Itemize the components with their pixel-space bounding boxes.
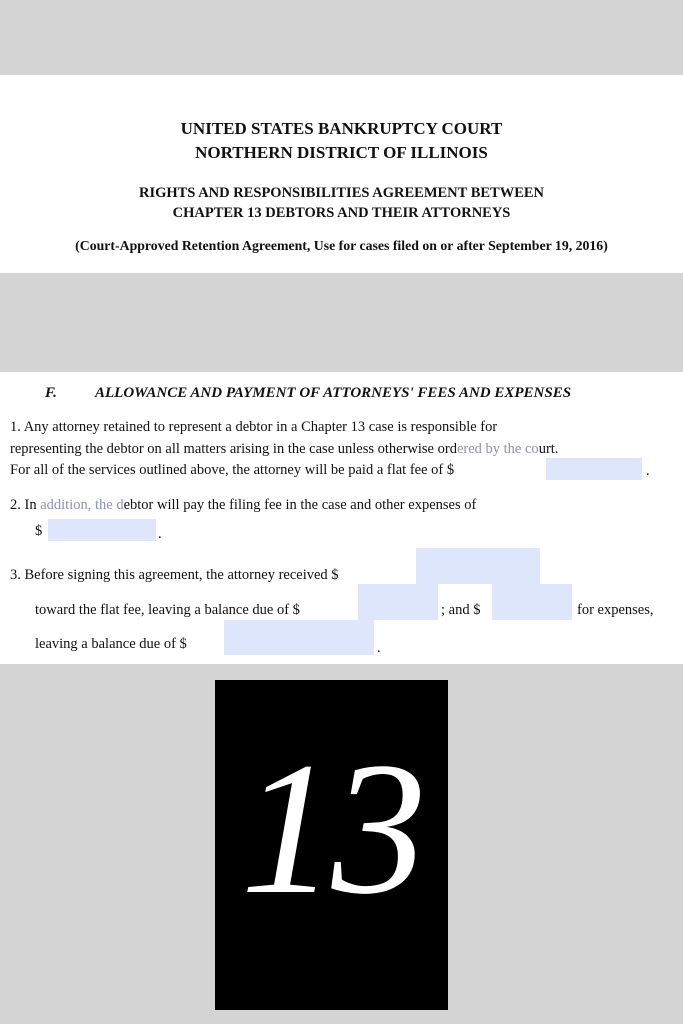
amount-received-field[interactable] xyxy=(416,548,540,584)
chapter-number: 13 xyxy=(240,724,423,934)
item3-period: . xyxy=(377,640,381,656)
item1-line3: For all of the services outlined above, the attorney will be paid a flat fee of $ xyxy=(10,462,455,478)
item2-line1: 2. In addition, the debtor will pay the filing fee in the case and other expenses of xyxy=(10,497,477,513)
item3-line1: 3. Before signing this agreement, the attorney received $ xyxy=(10,567,339,583)
agreement-title-line1: RIGHTS AND RESPONSIBILITIES AGREEMENT BETWEEN xyxy=(138,185,545,201)
item1-line1: 1. Any attorney retained to represent a debtor in a Chapter 13 case is responsible for xyxy=(10,419,498,435)
section-letter: F. xyxy=(45,385,57,401)
expenses-amount-field[interactable] xyxy=(492,584,572,620)
agreement-subtitle: (Court-Approved Retention Agreement, Use for cases filed on or after September 19, 2016) xyxy=(75,238,608,253)
item2-period: . xyxy=(158,526,162,542)
item3-line2-a: toward the flat fee, leaving a balance due of $ xyxy=(35,602,300,618)
item1-period: . xyxy=(646,463,650,479)
expenses-balance-field[interactable] xyxy=(224,620,374,655)
item3-line2-c: for expenses, xyxy=(577,602,654,618)
fees-section-panel xyxy=(0,372,683,664)
item3-line3: leaving a balance due of $ xyxy=(35,636,187,652)
court-name: UNITED STATES BANKRUPTCY COURT xyxy=(180,119,503,138)
chapter-13-badge xyxy=(215,680,448,1010)
document-header-panel xyxy=(0,75,683,273)
flat-fee-balance-field[interactable] xyxy=(358,584,438,620)
item2-dollar: $ xyxy=(35,523,43,539)
flat-fee-field[interactable] xyxy=(546,458,642,480)
item1-line2: representing the debtor on all matters arising in the case unless otherwise ordered by the court. xyxy=(10,441,559,457)
section-title: ALLOWANCE AND PAYMENT OF ATTORNEYS' FEES AND EXPENSES xyxy=(95,385,572,401)
item3-line2-b: ; and $ xyxy=(441,602,481,618)
court-district: NORTHERN DISTRICT OF ILLINOIS xyxy=(195,143,488,162)
expenses-field[interactable] xyxy=(48,519,156,541)
agreement-title-line2: CHAPTER 13 DEBTORS AND THEIR ATTORNEYS xyxy=(172,205,511,221)
